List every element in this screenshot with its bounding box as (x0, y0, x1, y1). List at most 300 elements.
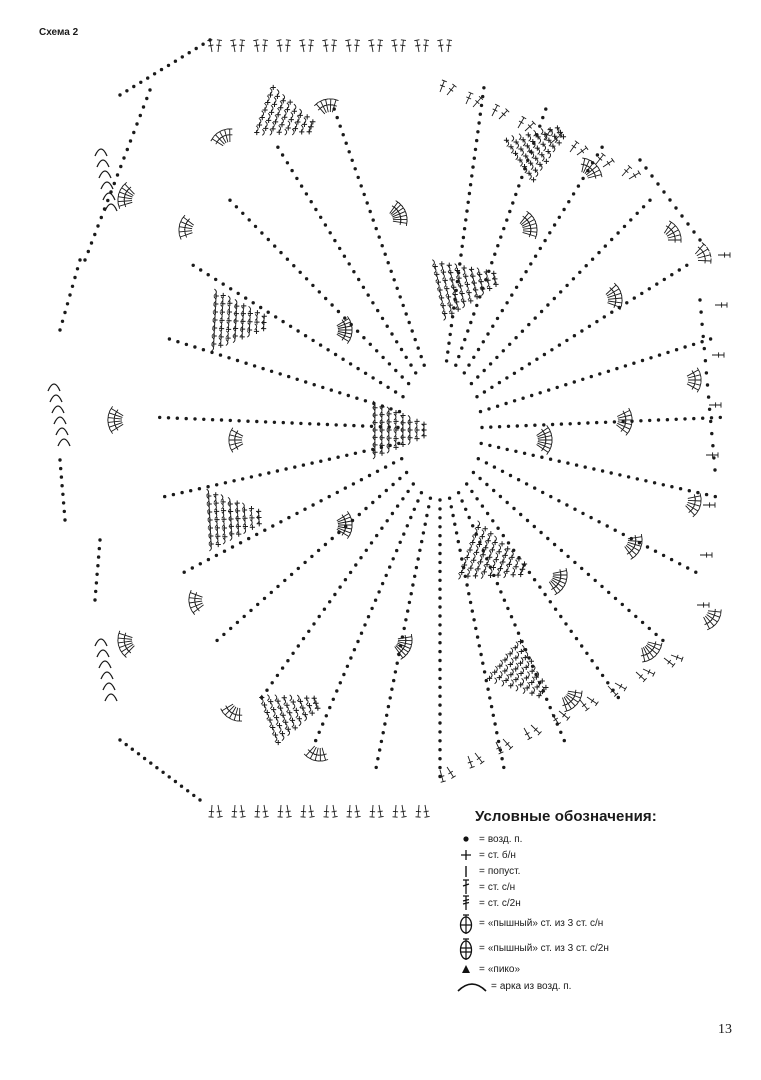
chain-arc-mark (512, 135, 514, 141)
chain-dot (244, 296, 247, 299)
chain-dot (480, 426, 483, 429)
single-crochet-mark (480, 534, 485, 539)
single-crochet-mark (379, 412, 384, 417)
chain-dot (654, 550, 657, 553)
chain-dot (505, 376, 508, 379)
chain-dot (406, 524, 409, 527)
double-crochet-mark (641, 648, 648, 662)
double-crochet-mark (666, 224, 677, 235)
chain-dot (504, 402, 507, 405)
chain-dot (548, 231, 551, 234)
chain-dot (259, 306, 262, 309)
chain-dot (239, 541, 242, 544)
single-crochet-mark (236, 532, 241, 537)
double-crochet-mark (276, 40, 282, 52)
chain-dot (274, 315, 277, 318)
single-crochet-mark (474, 550, 479, 555)
chain-dot (263, 597, 266, 600)
chain-dot (438, 534, 441, 537)
chain-dot (95, 573, 98, 576)
chain-arch-mark (99, 171, 111, 178)
chain-dot (520, 176, 523, 179)
chain-arc-mark (262, 129, 264, 135)
chain-row (445, 86, 486, 362)
double-crochet-mark (229, 432, 242, 439)
chain-dot (125, 89, 128, 92)
chain-dot (601, 674, 604, 677)
chain-dot (483, 670, 486, 673)
stitch-fan (118, 182, 135, 209)
double-crochet-mark (668, 232, 681, 239)
chain-dot (429, 497, 432, 500)
chain-dot (627, 475, 630, 478)
double-crochet-mark (227, 129, 232, 142)
chain-dot (714, 495, 717, 498)
chain-dot (438, 712, 441, 715)
chain-dot (131, 748, 134, 751)
double-crochet-mark (189, 600, 202, 606)
single-crochet-mark (386, 411, 391, 416)
chain-dot (68, 293, 71, 296)
chain-arc-mark (529, 174, 531, 180)
chain-row (58, 458, 66, 521)
chain-dot (378, 748, 381, 751)
chain-dot (289, 325, 292, 328)
chain-dot (683, 345, 686, 348)
chain-dot (396, 426, 399, 429)
chain-dot (386, 325, 389, 328)
chain-dot (325, 714, 328, 717)
chain-dot (90, 241, 93, 244)
single-crochet-mark (372, 413, 377, 418)
chain-dot (636, 212, 639, 215)
chain-dot (400, 348, 403, 351)
chain-row (83, 88, 151, 261)
chain-dot (302, 637, 305, 640)
chain-dot (540, 310, 543, 313)
chain-dot (495, 731, 498, 734)
chain-dot (688, 489, 691, 492)
double-crochet-mark (118, 202, 132, 209)
single-crochet-mark (386, 427, 391, 432)
chain-dot (180, 785, 183, 788)
chain-dot (401, 395, 404, 398)
chain-dot (623, 225, 626, 228)
chain-dot (543, 239, 546, 242)
chain-dot (463, 371, 466, 374)
double-crochet-mark (368, 40, 374, 52)
chain-dot (485, 461, 488, 464)
chain-dot (586, 421, 589, 424)
chain-dot (455, 531, 458, 534)
chain-dot (360, 478, 363, 481)
chain-dot (413, 508, 416, 511)
chain-dot (486, 332, 489, 335)
chain-dot (176, 417, 179, 420)
chain-dot (573, 508, 576, 511)
chain-dot (286, 659, 289, 662)
chain-arch-mark (54, 417, 66, 424)
single-crochet-mark (229, 524, 234, 529)
chain-dot (485, 483, 488, 486)
chain-dot (208, 38, 211, 41)
chain-dot (636, 477, 639, 480)
chain-dot (670, 273, 673, 276)
chain-dot (471, 165, 474, 168)
single-crochet-mark (233, 318, 238, 323)
double-crochet-mark (223, 706, 234, 717)
chain-dot (331, 537, 334, 540)
chain-dot (478, 477, 481, 480)
chain-dot (254, 225, 257, 228)
chain-dot (214, 278, 217, 281)
chain-dot (449, 333, 452, 336)
double-crochet-mark (262, 40, 268, 52)
single-crochet-mark (241, 311, 246, 316)
chain-dot (566, 555, 569, 558)
chain-dot (334, 353, 337, 356)
chain-arc-mark (507, 141, 509, 147)
chain-dot (480, 442, 483, 445)
chain-row (477, 457, 698, 574)
chain-dot (318, 290, 321, 293)
chain-arc-mark (495, 666, 497, 672)
chain-dot (493, 465, 496, 468)
chain-dot (343, 255, 346, 258)
chain-dot (276, 146, 279, 149)
chain-arc-mark (446, 290, 448, 296)
chain-dot (498, 425, 501, 428)
chain-dot (291, 652, 294, 655)
chain-dot (450, 324, 453, 327)
chain-dot (580, 567, 583, 570)
chain-dot (319, 216, 322, 219)
chain-dot (282, 421, 285, 424)
chain-dot (63, 311, 66, 314)
chain-dot (686, 566, 689, 569)
chain-dot (348, 262, 351, 265)
chain-dot (549, 495, 552, 498)
chain-dot (186, 789, 189, 792)
chain-dot (505, 301, 508, 304)
chain-dot (422, 531, 425, 534)
chain-arch-icon (456, 979, 488, 993)
double-crochet-mark (416, 805, 422, 817)
chain-dot (346, 665, 349, 668)
chain-arc-mark (549, 152, 551, 158)
chain-dot (528, 362, 531, 365)
chain-dot (507, 541, 510, 544)
legend-label: ст. б/н (487, 849, 516, 861)
chain-arc-mark (270, 129, 272, 135)
single-crochet-mark (272, 102, 277, 107)
chain-dot (253, 364, 256, 367)
chain-dot (318, 731, 321, 734)
chain-dot (286, 161, 289, 164)
chain-dot (95, 581, 98, 584)
chain-arc-mark (432, 260, 434, 266)
single-crochet-mark (254, 130, 259, 135)
chain-dot (342, 673, 345, 676)
chain-dot (103, 207, 106, 210)
double-crochet-mark (559, 711, 570, 721)
stitch-fan (695, 243, 711, 264)
chain-arc-mark (536, 171, 538, 177)
chain-dot (575, 637, 578, 640)
chain-dot (307, 630, 310, 633)
single-crochet-mark (228, 516, 233, 521)
chain-dot-icon (460, 833, 472, 845)
chain-arch-mark (105, 204, 117, 211)
chain-dot (451, 514, 454, 517)
chain-dot (559, 731, 562, 734)
chain-arc-mark (463, 302, 465, 308)
chain-dot (270, 370, 273, 373)
chain-dot (236, 359, 239, 362)
chain-dot (345, 142, 348, 145)
chain-dot (446, 350, 449, 353)
chain-dot (243, 615, 246, 618)
chain-dot (384, 253, 387, 256)
pineapple-motif (211, 289, 267, 351)
pineapple-motif (372, 401, 426, 459)
double-crochet-mark (232, 708, 239, 721)
chain-arc-mark (458, 573, 460, 579)
chain-dot (560, 549, 563, 552)
chain-arc-mark (531, 164, 533, 170)
chain-dot (222, 633, 225, 636)
stitch-fan (314, 99, 338, 114)
chain-dot (707, 395, 710, 398)
chain-dot (270, 591, 273, 594)
double-crochet-mark (698, 258, 711, 263)
double-crochet-mark (668, 237, 681, 242)
chain-dot (557, 499, 560, 502)
chain-dot (633, 296, 636, 299)
chain-dot (491, 519, 494, 522)
single-crochet-mark (499, 541, 504, 546)
chain-dot (590, 659, 593, 662)
chain-dot (383, 722, 386, 725)
chain-dot (438, 766, 441, 769)
chain-dot (297, 567, 300, 570)
treble-crochet-icon (460, 895, 472, 911)
double-crochet-mark (110, 406, 123, 416)
chain-dot (553, 543, 556, 546)
chain-dot (513, 372, 516, 375)
double-crochet-mark (308, 40, 314, 52)
chain-dot (408, 321, 411, 324)
chain-dot (199, 562, 202, 565)
chain-dot (381, 244, 384, 247)
chain-dot (310, 461, 313, 464)
chain-dot (333, 593, 336, 596)
chain-arc-mark (442, 307, 444, 313)
page-number: 13 (718, 1022, 732, 1037)
chain-dot (168, 337, 171, 340)
chain-dot (299, 422, 302, 425)
single-crochet-mark (400, 427, 405, 432)
chain-dot (185, 417, 188, 420)
chain-dot (317, 422, 320, 425)
chain-dot (549, 706, 552, 709)
chain-dot (508, 210, 511, 213)
chain-dot (333, 239, 336, 242)
chain-dot (614, 597, 617, 600)
chain-dot (461, 245, 464, 248)
chain-dot (192, 264, 195, 267)
chain-dot (351, 159, 354, 162)
chain-dot (511, 201, 514, 204)
chain-dot (375, 227, 378, 230)
chain-arc-mark (275, 695, 277, 701)
chain-dot (427, 505, 430, 508)
double-crochet-mark (688, 381, 701, 388)
chain-arch-mark (97, 160, 109, 167)
chain-arc-mark (516, 154, 518, 160)
chain-dot (463, 227, 466, 230)
chain-dot (362, 286, 365, 289)
chain-dot (482, 340, 485, 343)
chain-dot (155, 766, 158, 769)
single-crochet-mark (240, 334, 245, 339)
chain-dot (343, 424, 346, 427)
chain-dot (438, 561, 441, 564)
chain-dot (149, 761, 152, 764)
stitch-fan (686, 493, 702, 517)
chain-dot (295, 177, 298, 180)
double-crochet-mark (616, 425, 629, 436)
chain-dot (480, 104, 483, 107)
chain-dot (496, 244, 499, 247)
chain-dot (573, 334, 576, 337)
chain-dot (385, 714, 388, 717)
chain-dot (483, 369, 486, 372)
chain-dot (417, 346, 420, 349)
single-crochet-mark (372, 420, 377, 425)
single-crochet-mark (495, 573, 500, 578)
chain-dot (477, 348, 480, 351)
chain-dot (565, 284, 568, 287)
chain-arch-mark (101, 672, 113, 679)
chain-dot (93, 598, 96, 601)
single-crochet-mark (236, 524, 241, 529)
chain-dot (273, 421, 276, 424)
double-crochet-mark (400, 40, 406, 52)
chain-dot (100, 216, 103, 219)
chain-dot (63, 510, 66, 513)
chain-dot (708, 408, 711, 411)
single-crochet-mark (372, 405, 377, 410)
chain-dot (338, 247, 341, 250)
chain-dot (683, 417, 686, 420)
chain-arc-mark (529, 135, 531, 141)
chain-dot (472, 618, 475, 621)
chain-dot (502, 534, 505, 537)
double-crochet-mark (615, 683, 627, 691)
chain-dot (258, 473, 261, 476)
single-crochet-mark (400, 420, 405, 425)
chain-dot (181, 55, 184, 58)
double-crochet-mark (603, 158, 614, 167)
chain-arch-mark (97, 650, 109, 657)
double-crochet-mark (239, 40, 245, 52)
double-crochet-mark (377, 40, 383, 52)
double-crochet-mark (314, 102, 325, 114)
chain-dot (447, 342, 450, 345)
stitch-fan (118, 631, 135, 658)
chain-dot (376, 470, 379, 473)
pineapple-motif (254, 85, 315, 136)
edge-arches (48, 149, 117, 701)
chain-dot (486, 512, 489, 515)
chain-dot (464, 218, 467, 221)
double-crochet-mark (222, 129, 229, 142)
chain-dot (438, 570, 441, 573)
single-crochet-mark (421, 433, 426, 438)
picot-icon (460, 963, 472, 975)
chain-dot (71, 285, 74, 288)
chain-dot (496, 405, 499, 408)
chain-dot (591, 258, 594, 261)
chain-dot (662, 554, 665, 557)
chain-dot (402, 532, 405, 535)
chain-dot (252, 301, 255, 304)
chain-dot (389, 407, 392, 410)
chain-dot (460, 557, 463, 560)
chain-dot (580, 644, 583, 647)
chain-dot (396, 504, 399, 507)
chain-dot (279, 520, 282, 523)
chain-row (472, 471, 665, 642)
chain-dot (624, 364, 627, 367)
chain-dot (116, 173, 119, 176)
chain-row (118, 738, 201, 801)
double-crochet-mark (393, 805, 399, 817)
chain-dot (475, 304, 478, 307)
chain-dot (481, 504, 484, 507)
stitch-fan (304, 746, 328, 761)
chain-dot (452, 306, 455, 309)
chain-dot (376, 757, 379, 760)
stitch-fan (549, 568, 567, 595)
double-crochet-mark (401, 805, 407, 817)
chain-dot (566, 461, 569, 464)
chain-dot (339, 681, 342, 684)
chain-dot (575, 463, 578, 466)
chain-dot (559, 615, 562, 618)
single-crochet-mark (386, 419, 391, 424)
chain-dot (296, 329, 299, 332)
chain-dot (106, 199, 109, 202)
chain-dot (265, 689, 268, 692)
chain-dot (414, 338, 417, 341)
single-crochet-mark (516, 556, 521, 561)
chain-dot (148, 88, 151, 91)
chain-dot (324, 223, 327, 226)
chain-dot (539, 391, 542, 394)
chain-dot (438, 730, 441, 733)
chain-dot (318, 615, 321, 618)
chain-arc-mark (449, 306, 451, 312)
chain-dot (601, 469, 604, 472)
double-crochet-mark (700, 552, 712, 557)
stitch-fan (211, 129, 233, 146)
chain-dot (145, 97, 148, 100)
chain-dot (172, 493, 175, 496)
chain-arc-mark (290, 695, 292, 701)
chain-dot (381, 582, 384, 585)
